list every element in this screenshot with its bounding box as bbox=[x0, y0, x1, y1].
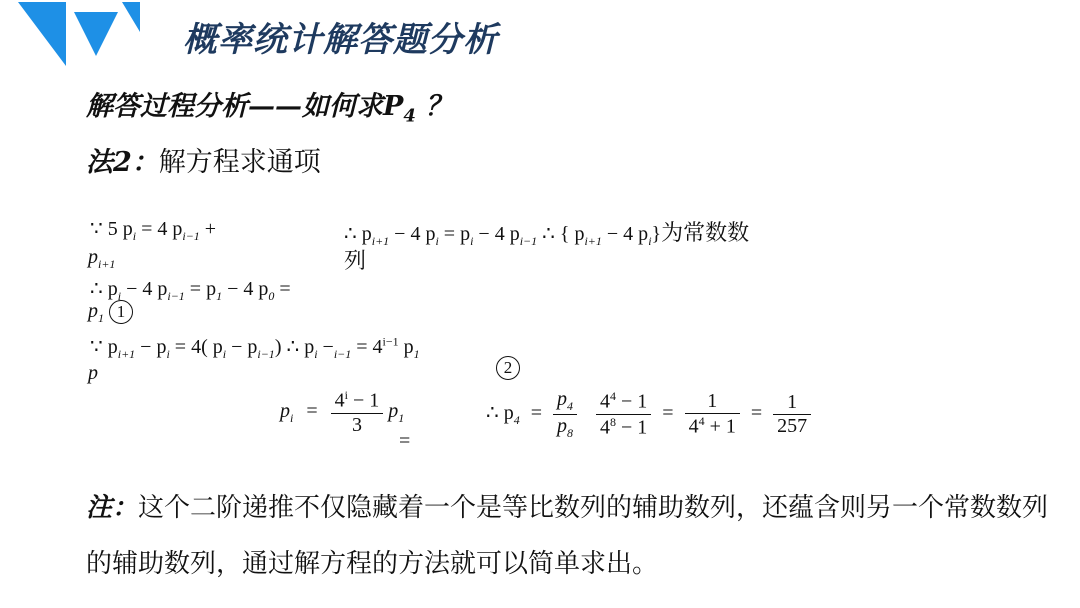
method-heading bbox=[86, 140, 321, 179]
fraction-general: $\frac{4^i - 1}{3}$ bbox=[331, 388, 384, 437]
equation-2: ∴ $p_{i+1} - 4$ $p_i = p_i - 4$ $p_{i-1}$ ∴ { $p_{i+1} - 4$ $p_i$}为常数数 bbox=[344, 221, 750, 248]
note-text: 这个二阶递推不仅隐藏着一个是等比数列的辅助数列，还蕴含则另一个常数数列的辅助数列，通过解方程的方法就可以简单求出。 bbox=[86, 493, 1049, 579]
formula-general-term: $p_i$ = $\frac{4^i - 1}{3}$ $p_1$ bbox=[280, 388, 405, 436]
brand-logo-icon bbox=[18, 2, 140, 68]
equation-4-wrap: p bbox=[88, 362, 98, 384]
circled-number-2: 2 bbox=[496, 356, 520, 380]
equation-1-wrap: $p_{i+1}$ bbox=[88, 246, 116, 271]
page-title: 概率统计解答题分析 bbox=[183, 20, 498, 60]
method-label: 法2： bbox=[86, 147, 159, 178]
method-text: 解方程求通项 bbox=[158, 147, 321, 178]
equation-3-wrap: $p_1$ 1 bbox=[88, 300, 133, 326]
section-subtitle: 解答过程分析——如何求$P_4$ ？ bbox=[86, 91, 453, 127]
equation-1: ∵ 5 $p_i = 4$ $p_{i-1}$ + bbox=[90, 218, 217, 243]
fraction-p4-p8: $\frac{p_4}{p_8}$ bbox=[553, 388, 577, 441]
formula-p4: ∴ $p_4$ = $\frac{p_4}{p_8}$ $\frac{4^4 - 1}{4^8 - 1}$ = $\frac{1}{4^4 + 1}$ = $\frac{1}{257}$ bbox=[486, 388, 811, 441]
equation-3: ∴ $p_i - 4$ $p_{i-1} = p_1 - 4$ $p_0$ = bbox=[90, 278, 291, 303]
fraction-simplified: $\frac{1}{4^4 + 1}$ bbox=[685, 390, 740, 439]
note-label: 注： bbox=[86, 493, 139, 523]
note-paragraph bbox=[86, 480, 1056, 592]
circled-number-1: 1 bbox=[109, 300, 133, 324]
fraction-power: $\frac{4^4 - 1}{4^8 - 1}$ bbox=[596, 389, 651, 439]
fraction-result: $\frac{1}{257}$ bbox=[773, 391, 811, 438]
equation-2-wrap: 列 bbox=[344, 249, 367, 274]
formula-equals-below: = bbox=[399, 430, 411, 452]
equation-4: ∵ $p_{i+1} - p_i = 4$( $p_i - p_{i-1}$) ∴ $p_i -_{i-1} = 4^{i-1}$ $p_1$ bbox=[90, 334, 420, 361]
